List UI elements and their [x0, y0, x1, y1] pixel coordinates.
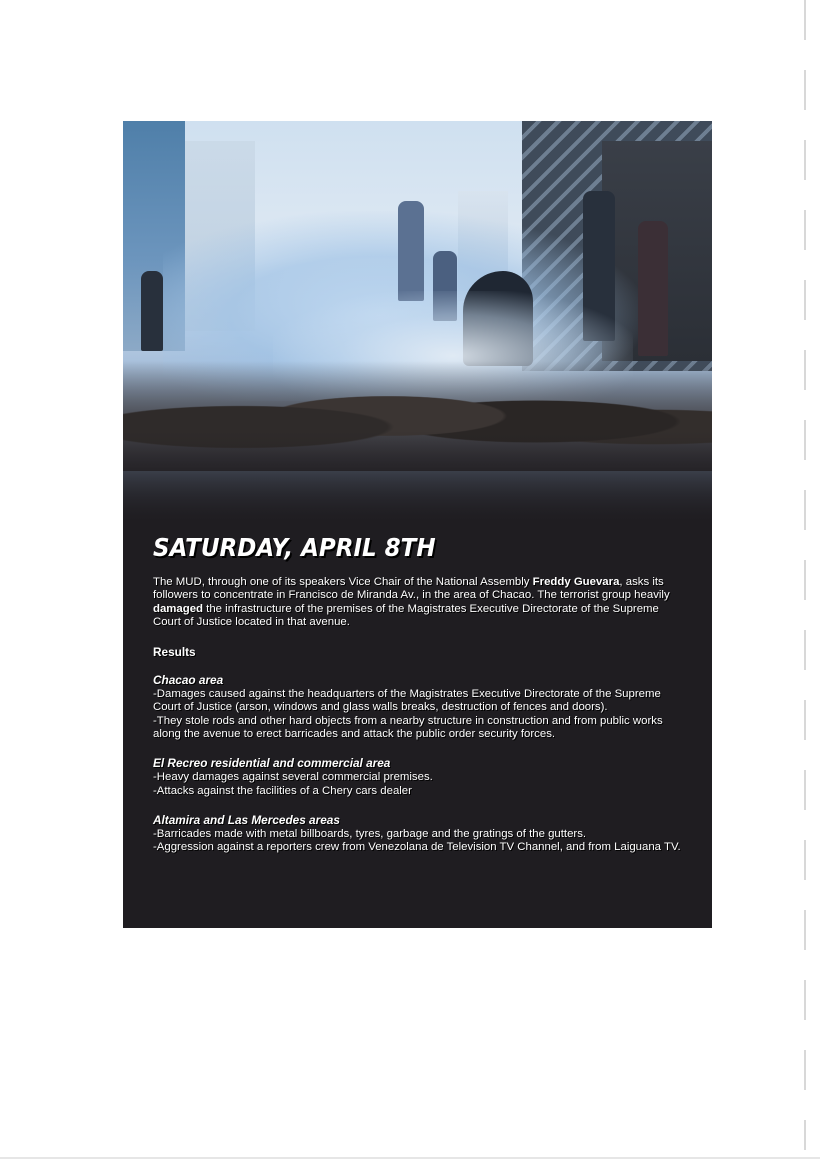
intro-paragraph — [153, 576, 683, 629]
section-chacao — [153, 673, 683, 741]
section-title: Altamira and Las Mercedes areas — [153, 812, 340, 827]
section-line: -Heavy damages against several commercial premises. — [153, 771, 433, 784]
scan-bottom-edge — [0, 1157, 820, 1159]
intro-text: The MUD, through one of its speakers Vice Chair of the National Assembly — [153, 576, 533, 588]
scan-edge-marks — [804, 0, 806, 1150]
section-line: -Attacks against the facilities of a Chery cars dealer — [153, 784, 412, 797]
page-title: SATURDAY, APRIL 8TH — [153, 533, 436, 562]
photo-figure — [398, 201, 424, 301]
photo-figure — [141, 271, 163, 351]
section-line: -Damages caused against the headquarters of the Magistrates Executive Directorate of the Supreme Court of Justice (arson, windows and glass walls breaks, destruction of fences and doors). — [153, 688, 661, 714]
intro-bold-name: Freddy Guevara — [532, 576, 620, 588]
intro-bold-word: damaged — [153, 602, 204, 615]
report-content — [153, 533, 683, 870]
section-title: Chacao area — [153, 673, 224, 688]
intro-text: the infrastructure of the premises of the Magistrates Executive Directorate of the Supreme Court of Justice located in that avenue. — [153, 602, 659, 628]
results-heading: Results — [153, 645, 196, 660]
protest-photo — [123, 121, 712, 521]
section-title: El Recreo residential and commercial area — [153, 756, 391, 771]
photo-fade — [123, 431, 712, 521]
photo-figure — [638, 221, 668, 356]
report-panel — [123, 121, 712, 928]
section-el-recreo — [153, 756, 683, 798]
section-line: -Aggression against a reporters crew from Venezolana de Television TV Channel, and from Laiguana TV. — [153, 841, 681, 854]
intro-text: , asks its followers to concentrate in Francisco de Miranda Av., in the area of Chacao. The terrorist group heavily — [153, 576, 670, 602]
section-line: -They stole rods and other hard objects from a nearby structure in construction and from public works along the avenue to erect barricades and attack the public order security forces. — [153, 714, 663, 741]
section-altamira — [153, 813, 683, 855]
section-line: -Barricades made with metal billboards, tyres, garbage and the gratings of the gutters. — [153, 827, 587, 840]
